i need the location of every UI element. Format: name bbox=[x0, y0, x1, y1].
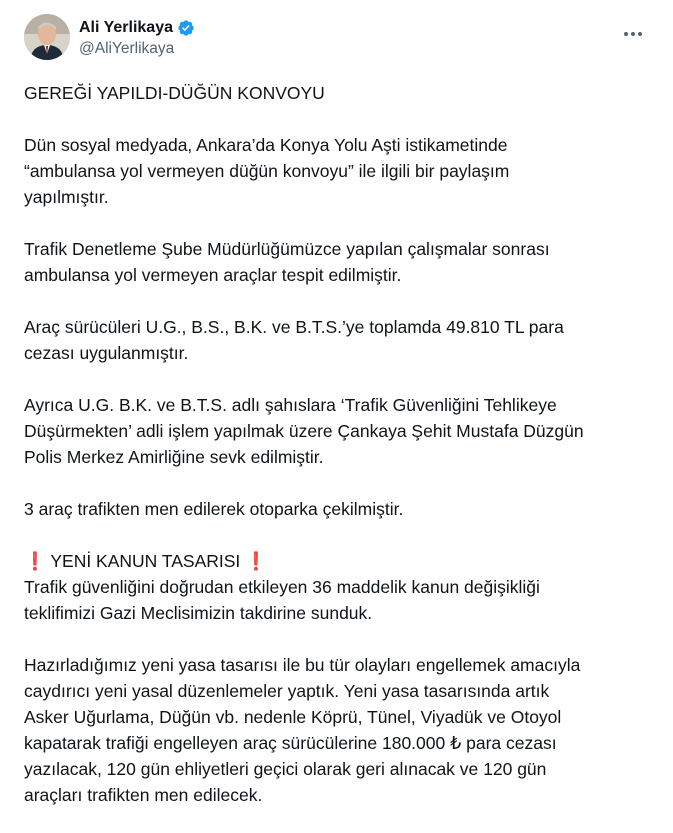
paragraph-line: Dün sosyal medyada, Ankara’da Konya Yolu Aşti istikametinde bbox=[24, 135, 508, 155]
paragraph-line: ambulansa yol vermeyen araçlar tespit edilmiştir. bbox=[24, 265, 402, 285]
section-title-row bbox=[24, 548, 654, 574]
paragraph-line: “ambulansa yol vermeyen düğün konvoyu” ile ilgili bir paylaşım bbox=[24, 161, 510, 181]
tweet-text bbox=[24, 80, 654, 808]
user-info bbox=[79, 18, 195, 58]
display-name[interactable]: Ali Yerlikaya bbox=[79, 19, 173, 36]
paragraph-line: Trafik Denetleme Şube Müdürlüğümüzce yapılan çalışmalar sonrası bbox=[24, 239, 550, 259]
paragraph-line: cezası uygulanmıştır. bbox=[24, 343, 189, 363]
paragraph-line: kapatarak trafiği engelleyen araç sürücülerine 180.000 ₺ para cezası bbox=[24, 733, 557, 753]
user-handle[interactable]: @AliYerlikaya bbox=[79, 40, 175, 57]
paragraph-line: yazılacak, 120 gün ehliyetleri geçici olarak geri alınacak ve 120 gün bbox=[24, 759, 547, 779]
paragraph-line: teklifimizi Gazi Meclisimizin takdirine sunduk. bbox=[24, 603, 373, 623]
paragraph-line: caydırıcı yeni yasal düzenlemeler yaptık. Yeni yasa tasarısında artık bbox=[24, 681, 550, 701]
name-row bbox=[79, 18, 195, 38]
paragraph-line: Asker Uğurlama, Düğün vb. nedenle Köprü, Tünel, Viyadük ve Otoyol bbox=[24, 707, 562, 727]
paragraph-line: Düşürmekten’ adli işlem yapılmak üzere Çankaya Şehit Mustafa Düzgün bbox=[24, 421, 584, 441]
paragraph-line: Araç sürücüleri U.G., B.S., B.K. ve B.T.S.’ye toplamda 49.810 TL para bbox=[24, 317, 564, 337]
paragraph-line: Hazırladığımız yeni yasa tasarısı ile bu tür olayları engellemek amacıyla bbox=[24, 655, 581, 675]
tweet-title: GEREĞİ YAPILDI-DÜĞÜN KONVOYU bbox=[24, 83, 325, 103]
verified-badge-icon bbox=[177, 19, 195, 37]
paragraph-line: Ayrıca U.G. B.K. ve B.T.S. adlı şahıslara ‘Trafik Güvenliğini Tehlikeye bbox=[24, 395, 557, 415]
paragraph-line: 3 araç trafikten men edilerek otoparka çekilmiştir. bbox=[24, 499, 404, 519]
paragraph-line: yapılmıştır. bbox=[24, 187, 109, 207]
paragraph-line: araçları trafikten men edilecek. bbox=[24, 785, 263, 805]
red-exclamation-icon: ❗ bbox=[245, 551, 267, 571]
paragraph-line: Trafik güvenliğini doğrudan etkileyen 36 maddelik kanun değişikliği bbox=[24, 577, 540, 597]
avatar[interactable] bbox=[24, 14, 70, 60]
section-title: YENİ KANUN TASARISI bbox=[50, 551, 241, 571]
red-exclamation-icon: ❗ bbox=[24, 551, 46, 571]
more-options-icon[interactable] bbox=[621, 24, 645, 44]
tweet-header bbox=[24, 14, 653, 64]
paragraph-line: Polis Merkez Amirliğine sevk edilmiştir. bbox=[24, 447, 324, 467]
avatar-image bbox=[24, 14, 70, 60]
